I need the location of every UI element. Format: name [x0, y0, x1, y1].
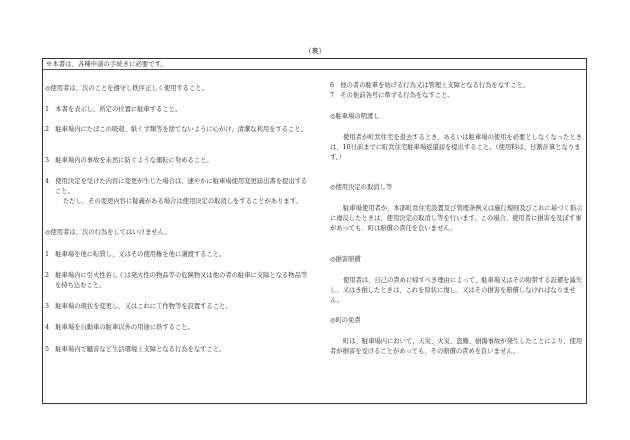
- rules-frame: [42, 58, 587, 404]
- prohibit-item: 6 他の者の駐車を妨げる行為又は管理上支障となる行為をなすこと。 7 その他前各号に準ずる行為をなすこと。: [330, 82, 530, 99]
- page-header: （裏）: [304, 47, 326, 55]
- cancel-heading: ◎使用決定の取消し等: [330, 184, 393, 191]
- prohibit-heading: ◎使用者は、次の行為をしてはいけません。: [45, 229, 171, 236]
- obey-item: 4 使用決定を受けた内容に変更が生じた場合は、速やかに駐車場使用変更届出書を提出すること。 ただし、その変更内容に疑義がある場合は使用決定の取消しをすることがあります。: [45, 177, 313, 206]
- vacate-heading: ◎駐車場の明渡し: [330, 113, 380, 120]
- vacate-text: 使用者が町営住宅を退去するとき、あるいは駐車場の使用を必要としなくなったときは、10日前までに町営住宅駐車場返還届を提出すること。（使用料は、日割計算となります。）: [330, 134, 583, 161]
- prohibit-item: 5 駐車場内で騒音など生活環境上支障となる行為をなすこと。: [45, 346, 226, 353]
- obey-item: 2 駐車場内にたばこの吸殻、紙くず類等を捨てないように心がけ、清潔な利用をすること。: [45, 126, 307, 133]
- top-note: ※本書は、各種申請の手続きに必要です。: [43, 59, 586, 70]
- obey-item: 3 駐車場内の事故を未然に防ぐような運転に努めること。: [45, 157, 213, 164]
- obey-heading: ◎使用者は、次のことを遵守し秩序正しく使用すること。: [45, 85, 208, 92]
- prohibit-item: 4 駐車場を自動車の駐車以外の用途に供すること。: [45, 324, 194, 331]
- damage-text: 使用者は、自己の責めに帰すべき理由によって、駐車場又はその附帯する設備を滅失し、又はき損したときは、これを原状に復し、又はその損害を賠償しなければなりません。: [330, 277, 583, 304]
- prohibit-item: 2 駐車場内に引火性若しくは発火性の物品等の危険物又は他の者の駐車に支障となる物品等を持ち込むこと。: [45, 272, 308, 289]
- cancel-text: 駐車場使用者が、本部町営住宅設置及び管理条例又は施行規則及びこれに基づく指示に違反したときは、使用決定の取消し等を行います。この場合、使用者に損害を及ぼす事があっても、町は賠償の責任を負いません。: [330, 205, 583, 232]
- exempt-heading: ◎町の免責: [330, 317, 361, 324]
- exempt-text: 町は、駐車場内において、天災、火災、盗難、損傷事故が発生したことにより、使用者が損害を受けることがあっても、その賠償の責めを負いません。: [330, 338, 583, 355]
- damage-heading: ◎損害賠償: [330, 256, 361, 263]
- prohibit-item: 3 駐車場の現状を変更し、又はこれに工作物等を設置すること。: [45, 303, 232, 310]
- obey-item: 1 本書を表示し、所定の位置に駐車すること。: [45, 106, 182, 113]
- prohibit-item: 1 駐車場を他に転貸し、又はその使用権を他に譲渡すること。: [45, 251, 226, 258]
- obey-note: ただし、その変更内容に疑義がある場合は使用決定の取消しをすることがあります。: [63, 197, 302, 205]
